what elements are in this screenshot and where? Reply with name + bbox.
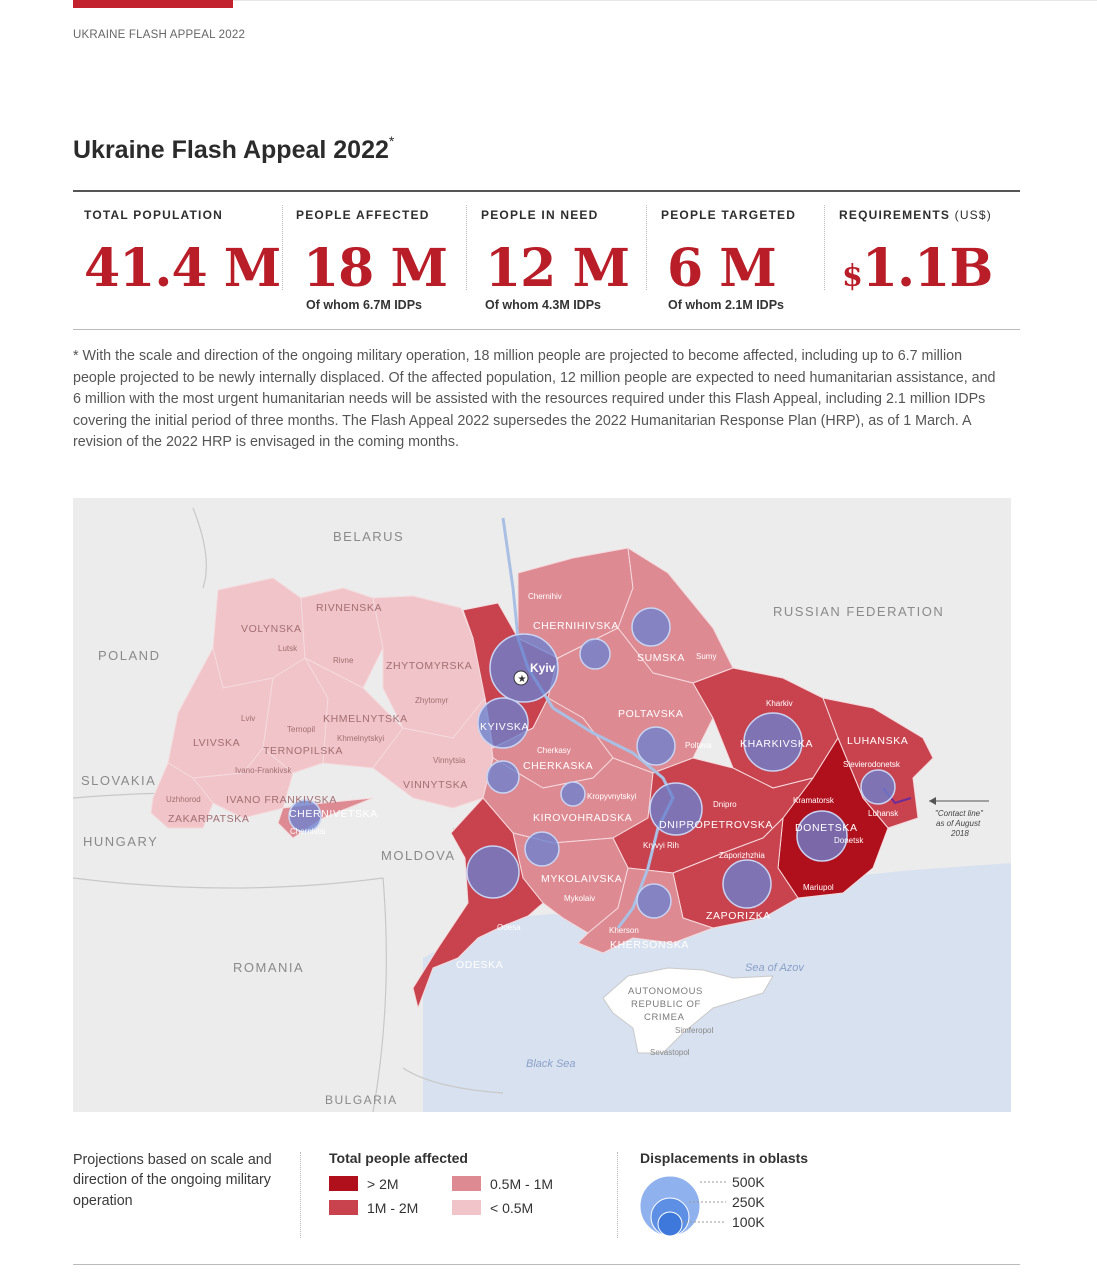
crimea-label-line: CRIMEA [644, 1012, 685, 1023]
oblast-label: POLTAVSKA [618, 708, 684, 720]
sea-label: Sea of Azov [745, 962, 804, 974]
city-label: Simferopol [675, 1026, 714, 1035]
city-label: Sievierodonetsk [843, 760, 900, 769]
oblast-label: CHERNIVETSKA [289, 808, 378, 820]
oblast-label: ZHYTOMYRSKA [386, 660, 473, 672]
contact-line-label-line: as of August [936, 819, 981, 828]
city-label: Kryvyi Rih [643, 841, 680, 850]
stat-value: 18 M [303, 238, 448, 299]
oblast-label: VINNYTSKA [403, 779, 468, 791]
oblast-label: ZAPORIZKA [706, 910, 771, 922]
contact-line-label-line: 2018 [951, 829, 969, 838]
city-label: Khmelnytskyi [337, 734, 385, 743]
bottom-rule [73, 1264, 1020, 1265]
oblast-label: LUHANSKA [847, 735, 909, 747]
bubble-cherkaska [487, 761, 519, 793]
city-label: Sevastopol [650, 1048, 690, 1057]
stat-value: 12 M [485, 238, 630, 299]
swatch-label: 1M - 2M [367, 1200, 419, 1216]
bubble-size-label: 250K [732, 1194, 765, 1210]
stat-subtext: Of whom 6.7M IDPs [306, 298, 422, 312]
bubble-size-label: 100K [732, 1214, 765, 1230]
bubble-kropyvnytskyi [561, 782, 585, 806]
city-label: Rivne [333, 656, 354, 665]
stat-label: PEOPLE AFFECTED [296, 208, 430, 222]
oblast-label: KHARKIVSKA [740, 738, 814, 750]
country-label: BULGARIA [325, 1093, 398, 1107]
city-label: Chernihiv [528, 592, 562, 601]
oblast-label: CHERKASKA [523, 760, 594, 772]
stat-divider [466, 205, 467, 290]
oblast-label: SUMSKA [637, 652, 685, 664]
stat-label [839, 208, 992, 222]
swatch-05m-1m [452, 1176, 481, 1191]
projection-note: Projections based on scale and direction of the ongoing military operation [73, 1152, 272, 1209]
swatch-lt-05m [452, 1200, 481, 1215]
map-panel [73, 498, 1011, 1112]
oblast-label: KHMELNYTSKA [323, 713, 408, 725]
stat-label-unit: (US$) [954, 208, 992, 222]
stat-value [842, 234, 992, 312]
oblast-label: KIROVOHRADSKA [533, 812, 633, 824]
oblast-label: CHERNIHIVSKA [533, 620, 619, 632]
bubble-size-legend [638, 1172, 734, 1238]
bubble-size-label: 500K [732, 1174, 765, 1190]
oblast-label: IVANO FRANKIVSKA [226, 794, 337, 806]
oblast-label: MYKOLAIVSKA [541, 873, 623, 885]
oblast-label: KYIVSKA [480, 721, 530, 733]
bubble-zaporizka [723, 860, 771, 908]
crimea-label-line: REPUBLIC OF [631, 999, 701, 1010]
city-label: Zaporizhzhia [719, 851, 765, 860]
stat-subtext: Of whom 4.3M IDPs [485, 298, 601, 312]
country-label: BELARUS [333, 529, 405, 544]
stat-value: 6 M [667, 238, 776, 299]
city-label: Kropyvnytskyi [587, 792, 637, 801]
oblast-label: LVIVSKA [193, 737, 241, 749]
city-label: Luhansk [868, 809, 899, 818]
country-label: HUNGARY [83, 834, 159, 849]
city-label: Ternopil [287, 725, 316, 734]
oblast-label: DONETSKA [795, 822, 858, 834]
eyebrow-text: UKRAINE FLASH APPEAL 2022 [73, 29, 246, 41]
stat-divider [282, 205, 283, 290]
city-label: Mykolaiv [564, 894, 596, 903]
stat-label-text: REQUIREMENTS [839, 208, 951, 222]
crimea-label-line: AUTONOMOUS [628, 986, 703, 997]
footnote-paragraph: * With the scale and direction of the ongoing military operation, 18 million people are projected to become affected, including up to 6.7 million people projected to be newly internally displaced. Of the affected population, 12 million people are expected to need humanitarian assistance, and 6 million with the most urgent humanitarian needs will be assisted with the resources required under this Flash Appeal, including 2.1 million IDPs covering the initial period of three months. The Flash Appeal 2022 supersedes the 2022 Humanitarian Response Plan (HRP), as of 1 March. A revision of the 2022 HRP is envisaged in the coming months. [73, 348, 996, 451]
country-label: POLAND [98, 648, 161, 663]
city-label: Odesa [497, 923, 521, 932]
city-label: Uzhhorod [166, 795, 201, 804]
stat-divider [824, 205, 825, 290]
bubble-chernihivska [580, 639, 610, 669]
oblast-label: KHERSONSKA [610, 939, 689, 951]
swatch-1m-2m [329, 1200, 358, 1215]
stats-bottom-rule [73, 329, 1020, 330]
country-label: MOLDOVA [381, 848, 456, 863]
city-label: Zhytomyr [415, 696, 449, 705]
country-label: RUSSIAN FEDERATION [773, 604, 945, 619]
displacement-legend-title: Displacements in oblasts [640, 1150, 809, 1166]
page-title-text: Ukraine Flash Appeal 2022 [73, 136, 389, 164]
oblast-label: DNIPROPETROVSKA [659, 819, 774, 831]
contact-line-label-line: "Contact line" [935, 809, 983, 818]
city-label: Cherkasy [537, 746, 571, 755]
oblast-label: TERNOPILSKA [263, 745, 344, 757]
bubble-khersonska [637, 884, 671, 918]
stat-label: PEOPLE TARGETED [661, 208, 797, 222]
country-label: SLOVAKIA [81, 773, 157, 788]
sea-label: Black Sea [526, 1058, 576, 1070]
swatch-label: > 2M [367, 1176, 399, 1192]
city-label: Kramatorsk [793, 796, 834, 805]
city-label: Vinnytsia [433, 756, 466, 765]
city-label: Lviv [241, 714, 256, 723]
city-label: Mariupol [803, 883, 834, 892]
oblast-label: ODESKA [456, 959, 504, 971]
capital-label: Kyiv [530, 661, 556, 675]
ukraine-map [73, 498, 1011, 1112]
city-label: Ivano-Frankivsk [235, 766, 292, 775]
city-label: Sumy [696, 652, 717, 661]
city-label: Kherson [609, 926, 639, 935]
title-footnote-mark: * [388, 133, 395, 149]
city-label: Chernivtsi [290, 827, 326, 836]
header-rule [233, 0, 1097, 1]
star-glyph: ★ [517, 674, 527, 685]
city-label: Lutsk [278, 644, 298, 653]
stat-label: PEOPLE IN NEED [481, 208, 599, 222]
bubble-odeska [467, 846, 519, 898]
city-label: Donetsk [834, 836, 864, 845]
bubble-sumska [632, 608, 670, 646]
swatch-label: 0.5M - 1M [490, 1176, 554, 1192]
stat-subtext: Of whom 2.1M IDPs [668, 298, 784, 312]
bubble-mykolaivska [525, 832, 559, 866]
stat-value-amount: 1.1B [861, 238, 993, 299]
currency-symbol: $ [842, 259, 862, 294]
bubble-100k [658, 1212, 682, 1236]
swatch-gt-2m [329, 1176, 358, 1191]
city-label: Poltava [685, 741, 712, 750]
stat-label: TOTAL POPULATION [84, 208, 223, 222]
accent-bar [73, 0, 233, 8]
oblast-label: VOLYNSKA [241, 623, 302, 635]
oblast-label: ZAKARPATSKA [168, 813, 250, 825]
bubble-poltavska [637, 727, 675, 765]
page-title [73, 133, 395, 165]
bubble-luhanska [861, 770, 895, 804]
stats-top-rule [73, 190, 1020, 192]
city-label: Dnipro [713, 800, 737, 809]
swatch-label: < 0.5M [490, 1200, 534, 1216]
stat-divider [646, 205, 647, 290]
stat-value: 41.4 M [84, 238, 281, 299]
country-label: ROMANIA [233, 960, 305, 975]
legend-divider [617, 1152, 618, 1238]
affected-legend-title: Total people affected [329, 1150, 468, 1166]
oblast-label: RIVNENSKA [316, 602, 383, 614]
legend-divider [300, 1152, 301, 1238]
city-label: Kharkiv [766, 699, 793, 708]
